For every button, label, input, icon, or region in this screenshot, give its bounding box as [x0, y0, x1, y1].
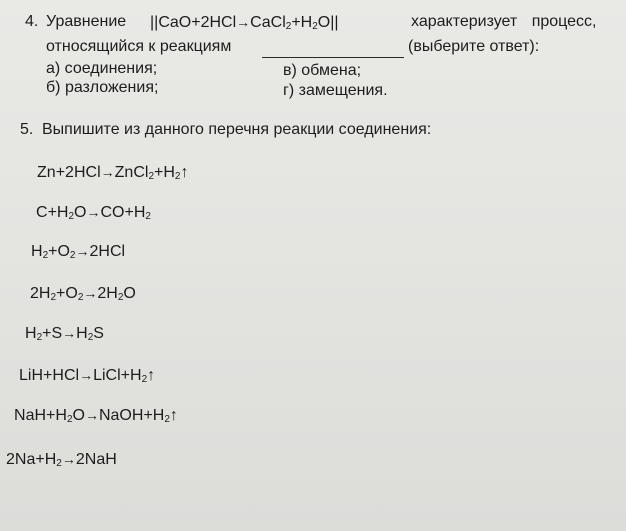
option-b: б) разложения; [46, 79, 159, 96]
task4-line2-left: относящийся к реакциям [46, 38, 232, 55]
reaction-7: $NaH+H_2O\to NaOH+H_2↑$ [14, 407, 178, 425]
option-a: а) соединения; [46, 60, 158, 77]
task4-number: 4. [25, 13, 39, 30]
task5-number: 5. [20, 121, 34, 138]
reaction-6: $LiH+HCl\to LiCl+H_2↑$ [19, 367, 156, 385]
reaction-1: $Zn+2HCl\to ZnCl_2+H_2↑$ [37, 164, 189, 182]
reaction-3: $H_2+O_2\to 2HCl$ [31, 243, 126, 261]
task4-equation: $||CaO+2HCl\to CaCl_2+H_2O||$ [150, 14, 339, 32]
reaction-5: $H_2+S\to H_2S$ [25, 325, 104, 343]
reaction-8: $2Na+H_2\to 2NaH$ [6, 451, 117, 469]
task5-prompt: Выпишите из данного перечня реакции соединения: [42, 121, 432, 138]
reaction-2: $C+H_2O\to CO+H_2$ [36, 204, 151, 222]
option-v: в) обмена; [283, 62, 362, 79]
task4-line2-right: (выберите ответ): [408, 38, 540, 55]
task4-word: Уравнение [46, 13, 127, 30]
task4-characterizes-text: характеризует процесс, [411, 13, 597, 30]
reaction-4: $2H_2+O_2\to 2H_2O$ [30, 285, 136, 303]
option-g: г) замещения. [283, 82, 388, 99]
answer-blank-line [262, 57, 404, 58]
